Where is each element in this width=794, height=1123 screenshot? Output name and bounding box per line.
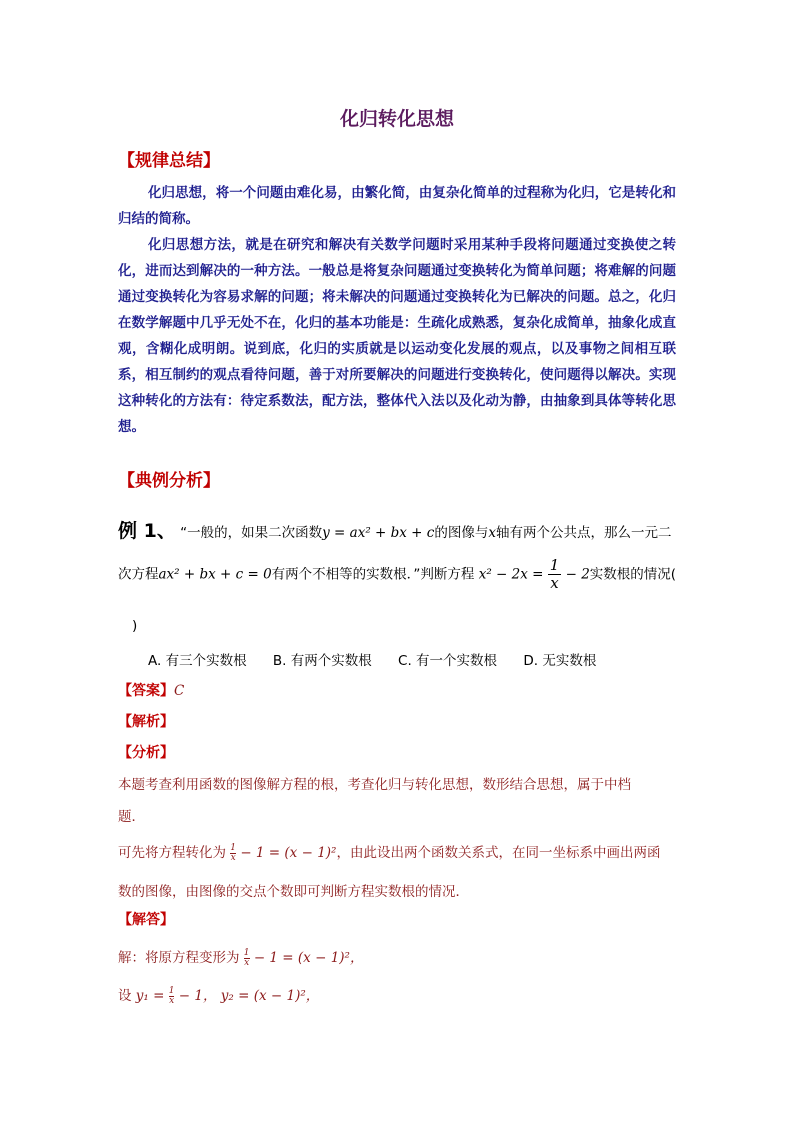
formula-transformed: − 1 = (x − 1)² [240, 845, 337, 861]
variable-x: x [488, 525, 496, 541]
formula-y1-rest: − 1， [178, 988, 217, 1004]
answer-tag: 【答案】 [118, 683, 174, 699]
question-text: 实数根的情况( [589, 566, 677, 583]
fenxi-tag: 【分析】 [118, 745, 174, 761]
paragraph-method: 化归思想方法，就是在研究和解决有关数学问题时采用某种手段将问题通过变换使之转化，进而达到解决的一种方法。一般总是将复杂问题通过变换转化为简单问题；将难解的问题通过变换转化为容易求解的问题；将未解决的问题通过变换转化为已解决的问题。总之，化归在数学解题中几乎无处不在，化归的基本功能是：生疏化成熟悉，复杂化成简单，抽象化成直观，含糊化成明朗。说到底，化归的实质就是以运动变化发展的观点，以及事物之间相互联系，相互制约的观点看待问题，善于对所要解决的问题进行变换转化，使问题得以解决。实现这种转化的方法有：待定系数法，配方法，整体代入法以及化动为静，由抽象到具体等转化思想。 [118, 237, 676, 435]
solution-tag: 【解答】 [118, 912, 174, 928]
question-text: 的图像与 [434, 525, 489, 541]
fraction-denominator: x [550, 574, 559, 592]
page-title: 化归转化思想 [339, 108, 454, 130]
example-question-line2 [118, 557, 676, 592]
example-question-line1 [118, 516, 671, 543]
option-a: A. 有三个实数根 [148, 653, 247, 669]
formula-quadratic-equation: ax² + bx + c = 0 [158, 566, 272, 583]
option-d: D. 无实数根 [523, 653, 597, 669]
question-text: 轴有两个公共点，那么一元二 [495, 525, 672, 541]
small-fraction: $\frac{1}{x}$ [230, 842, 237, 863]
formula-quadratic-function: y = ax² + bx + c [322, 525, 435, 541]
analysis-text-line1: 本题考查利用函数的图像解方程的根，考查化归与转化思想，数形结合思想，属于中档 [118, 777, 631, 793]
section-heading-examples: 【典例分析】 [118, 471, 220, 491]
formula-y1: y₁ = [135, 988, 165, 1004]
formula-y2: y₂ = (x − 1)²， [220, 988, 320, 1004]
analysis-text-line2: 题． [118, 809, 145, 825]
section-heading-summary: 【规律总结】 [118, 151, 220, 171]
question-text: “一般的，如果二次函数 [180, 525, 323, 541]
option-b: B. 有两个实数根 [272, 653, 372, 669]
paragraph-intro: 化归思想，将一个问题由难化易，由繁化简，由复杂化简单的过程称为化归，它是转化和归结的简称。 [118, 185, 676, 227]
answer-line [118, 680, 184, 700]
analysis-tag: 【解析】 [118, 714, 174, 730]
solution-line1: 解：将原方程变形为 $\frac{1}{x}$ − 1 = (x − 1)²， [118, 947, 364, 968]
example-label: 例 1、 [118, 520, 176, 542]
analysis-text-line3: 可先将方程转化为 $\frac{1}{x}$ − 1 = (x − 1)²，由此设出两个函数关系式，在同一坐标系中画出两函 [118, 842, 661, 863]
answer-value: C [174, 683, 185, 699]
answer-options [148, 649, 618, 669]
fraction-one-over-x [548, 557, 562, 592]
formula-equation-left: x² − 2x = [478, 566, 544, 583]
solution-line2: 设 y₁ = $\frac{1}{x}$ − 1， y₂ = (x − 1)²， [118, 985, 320, 1006]
question-text: 次方程 [118, 566, 159, 583]
question-close-paren: ) [132, 618, 138, 634]
option-c: C. 有一个实数根 [398, 653, 498, 669]
analysis-text-line4: 数的图像，由图像的交点个数即可判断方程实数根的情况． [118, 884, 469, 900]
small-fraction: $\frac{1}{x}$ [243, 947, 250, 968]
formula-solution-transform: − 1 = (x − 1)²， [253, 950, 364, 966]
question-text: 有两个不相等的实数根．”判断方程 [271, 566, 475, 583]
small-fraction: $\frac{1}{x}$ [168, 985, 175, 1006]
formula-equation-right: − 2 [565, 566, 590, 583]
fraction-numerator: 1 [549, 556, 560, 574]
